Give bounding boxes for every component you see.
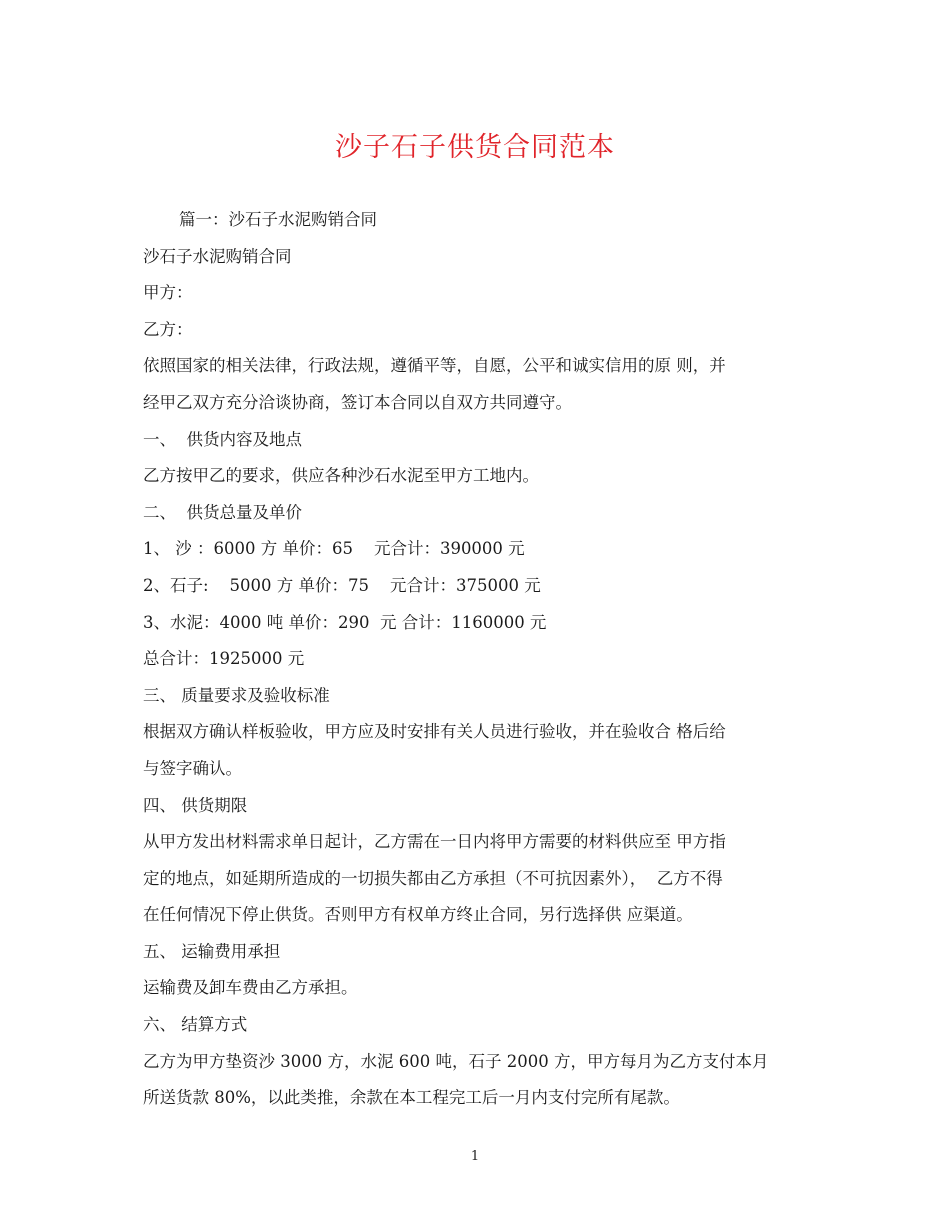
clause-2-heading: 二、 供货总量及单价 bbox=[143, 502, 302, 522]
clause-4-text-line-3: 在任何情况下停止供货。否则甲方有权单方终止合同，另行选择供 应渠道。 bbox=[143, 905, 693, 925]
clause-4-text-line-1: 从甲方发出材料需求单日起计，乙方需在一日内将甲方需要的材料供应至 甲方指 bbox=[143, 832, 726, 852]
contract-name: 沙石子水泥购销合同 bbox=[143, 246, 292, 266]
clause-3-heading: 三、 质量要求及验收标准 bbox=[143, 685, 330, 705]
clause-3-text-line-1: 根据双方确认样板验收，甲方应及时安排有关人员进行验收，并在验收合 格后给 bbox=[143, 722, 726, 742]
clause-1-heading: 一、 供货内容及地点 bbox=[143, 429, 302, 449]
price-total: 总合计：1925000 元 bbox=[143, 649, 305, 669]
clause-5-heading: 五、 运输费用承担 bbox=[143, 941, 281, 961]
clause-5-text: 运输费及卸车费由乙方承担。 bbox=[143, 978, 358, 998]
price-item-cement: 3、水泥：4000 吨 单价：290 元 合计：1160000 元 bbox=[143, 612, 547, 632]
page-number: 1 bbox=[470, 1149, 480, 1164]
price-item-stone: 2、石子: 5000 方 单价：75 元合计：375000 元 bbox=[143, 575, 541, 595]
price-item-sand: 1、 沙 ：6000 方 单价：65 元合计：390000 元 bbox=[143, 539, 525, 559]
clause-6-text-line-1: 乙方为甲方垫资沙 3000 方，水泥 600 吨，石子 2000 方，甲方每月为乙方支付本月 bbox=[143, 1051, 769, 1071]
clause-4-text-line-2: 定的地点，如延期所造成的一切损失都由乙方承担（不可抗因素外）， 乙方不得 bbox=[143, 868, 723, 888]
clause-6-text-line-2: 所送货款 80%，以此类推，余款在本工程完工后一月内支付完所有尾款。 bbox=[143, 1088, 680, 1108]
section-heading-part-one: 篇一：沙石子水泥购销合同 bbox=[179, 210, 377, 229]
party-a-label: 甲方： bbox=[143, 283, 193, 303]
party-b-label: 乙方： bbox=[143, 319, 193, 339]
clause-3-text-line-2: 与签字确认。 bbox=[143, 758, 242, 778]
document-title: 沙子石子供货合同范本 bbox=[335, 132, 615, 163]
document-body bbox=[143, 202, 808, 1117]
clause-1-text: 乙方按甲乙的要求，供应各种沙石水泥至甲方工地内。 bbox=[143, 466, 539, 486]
clause-6-heading: 六、 结算方式 bbox=[143, 1015, 248, 1035]
clause-4-heading: 四、 供货期限 bbox=[143, 795, 248, 815]
preamble-line-1: 依照国家的相关法律，行政法规，遵循平等，自愿，公平和诚实信用的原 则，并 bbox=[143, 356, 726, 376]
preamble-line-2: 经甲乙双方充分洽谈协商，签订本合同以自双方共同遵守。 bbox=[143, 392, 572, 412]
